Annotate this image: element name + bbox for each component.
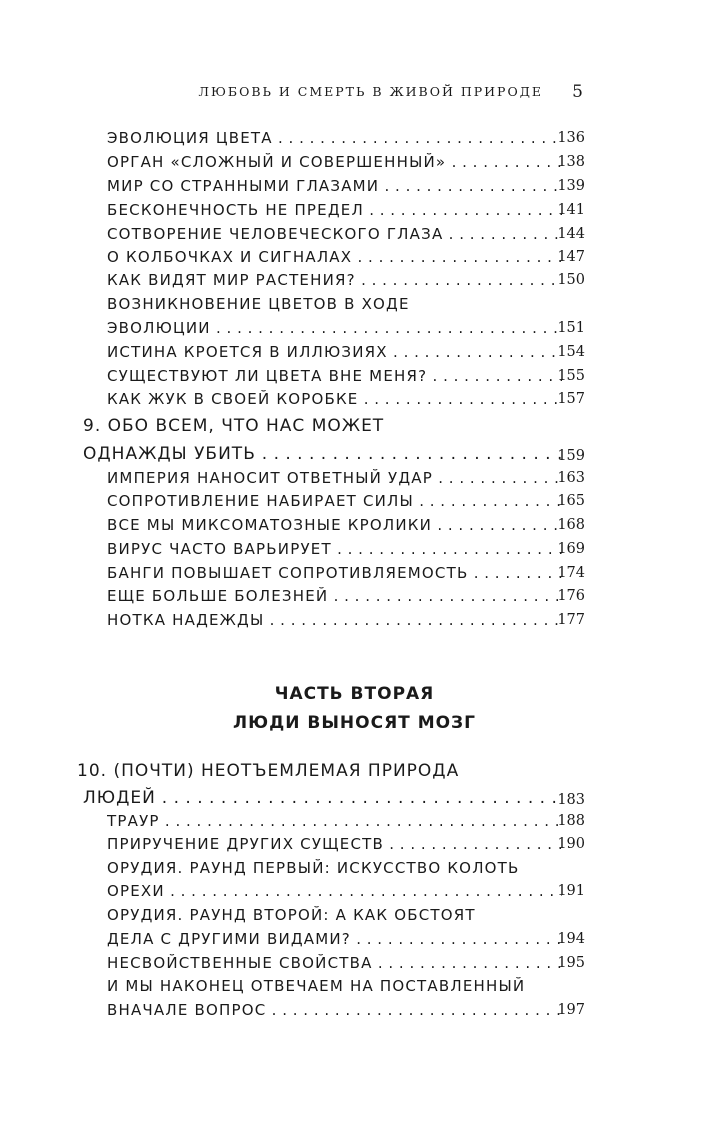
chapter-title-line: ЛЮДЕЙ . . . xyxy=(83,784,564,812)
toc-entry-page: 155 xyxy=(557,368,585,384)
toc-entry[interactable] xyxy=(0,222,709,246)
toc-entry-title: СУЩЕСТВУЮТ ЛИ ЦВЕТА ВНЕ МЕНЯ? . . . xyxy=(107,364,562,388)
chapter-heading[interactable] xyxy=(0,757,709,785)
toc-entry-page: 139 xyxy=(557,178,585,194)
toc-entry[interactable] xyxy=(0,561,709,585)
toc-entry[interactable] xyxy=(0,364,709,388)
toc-entry-title: СОТВОРЕНИЕ ЧЕЛОВЕЧЕСКОГО ГЛАЗА . . . xyxy=(107,222,562,246)
toc-entry-page: 165 xyxy=(557,493,585,509)
toc-entry-page: 197 xyxy=(557,1002,585,1018)
toc-entry[interactable] xyxy=(0,809,709,833)
toc-entry-title: ВНАЧАЛЕ ВОПРОС . . . xyxy=(107,998,562,1022)
toc-entry-title: ИМПЕРИЯ НАНОСИТ ОТВЕТНЫЙ УДАР . . . xyxy=(107,466,562,490)
toc-entry-title: ДЕЛА С ДРУГИМИ ВИДАМИ? . . . xyxy=(107,927,562,951)
toc-entry-title: ЭВОЛЮЦИИ . . . xyxy=(107,316,562,340)
toc-entry-title: ЭВОЛЮЦИЯ ЦВЕТА . . . xyxy=(107,126,562,150)
toc-entry-title: БАНГИ ПОВЫШАЕТ СОПРОТИВЛЯЕМОСТЬ . . . xyxy=(107,561,562,585)
part-title: ЛЮДИ ВЫНОСЯТ МОЗГ xyxy=(233,713,476,733)
toc-entry-page: 168 xyxy=(557,517,585,533)
chapter-heading[interactable] xyxy=(0,440,709,468)
toc-entry-page: 144 xyxy=(557,226,585,242)
toc-entry-title: ВСЕ МЫ МИКСОМАТОЗНЫЕ КРОЛИКИ . . . xyxy=(107,513,562,537)
toc-entry-page: 195 xyxy=(557,955,585,971)
chapter-heading[interactable] xyxy=(0,412,709,440)
toc-entry-title: ТРАУР . . . xyxy=(107,809,562,833)
toc-entry-page: 163 xyxy=(557,470,585,486)
toc-entry[interactable] xyxy=(0,584,709,608)
toc-entry-page: 141 xyxy=(557,202,585,218)
toc-entry[interactable] xyxy=(0,387,709,411)
toc-entry-title: БЕСКОНЕЧНОСТЬ НЕ ПРЕДЕЛ . . . xyxy=(107,198,562,222)
chapter-title-line: 9. ОБО ВСЕМ, ЧТО НАС МОЖЕТ xyxy=(83,416,385,436)
toc-entry[interactable] xyxy=(0,245,709,269)
toc-entry-page: 157 xyxy=(557,391,585,407)
toc-entry-page: 150 xyxy=(557,272,585,288)
chapter-title-line: 10. (ПОЧТИ) НЕОТЪЕМЛЕМАЯ ПРИРОДА xyxy=(77,761,460,781)
chapter-page: 183 xyxy=(557,792,585,808)
toc-entry[interactable] xyxy=(0,832,709,856)
toc-entry[interactable] xyxy=(0,466,709,490)
toc-entry[interactable] xyxy=(0,198,709,222)
toc-entry[interactable] xyxy=(0,340,709,364)
toc-entry-page: 188 xyxy=(557,813,585,829)
toc-entry-title: ВОЗНИКНОВЕНИЕ ЦВЕТОВ В ХОДЕ xyxy=(107,295,410,313)
toc-entry-title: И МЫ НАКОНЕЦ ОТВЕЧАЕМ НА ПОСТАВЛЕННЫЙ xyxy=(107,977,526,995)
toc-entry[interactable] xyxy=(0,903,709,927)
toc-entry[interactable] xyxy=(0,268,709,292)
toc-entry[interactable] xyxy=(0,150,709,174)
toc-entry-page: 190 xyxy=(557,836,585,852)
toc-entry-title: ОРЕХИ . . . xyxy=(107,879,562,903)
toc-entry-title: ОРУДИЯ. РАУНД ВТОРОЙ: А КАК ОБСТОЯТ xyxy=(107,906,476,924)
toc-entry-title: ПРИРУЧЕНИЕ ДРУГИХ СУЩЕСТВ . . . xyxy=(107,832,562,856)
toc-entry-page: 136 xyxy=(557,130,585,146)
toc-entry[interactable] xyxy=(0,292,709,316)
toc-entry-title: МИР СО СТРАННЫМИ ГЛАЗАМИ . . . xyxy=(107,174,562,198)
toc-entry-title: О КОЛБОЧКАХ И СИГНАЛАХ . . . xyxy=(107,245,562,269)
toc-entry[interactable] xyxy=(0,316,709,340)
toc-entry[interactable] xyxy=(0,537,709,561)
toc-entry[interactable] xyxy=(0,927,709,951)
toc-entry-title: ИСТИНА КРОЕТСЯ В ИЛЛЮЗИЯХ . . . xyxy=(107,340,562,364)
part-label: ЧАСТЬ ВТОРАЯ xyxy=(274,684,435,704)
running-title: ЛЮБОВЬ И СМЕРТЬ В ЖИВОЙ ПРИРОДЕ xyxy=(198,84,543,99)
toc-entry-title: ВИРУС ЧАСТО ВАРЬИРУЕТ . . . xyxy=(107,537,562,561)
toc-entry-title: ОРГАН «СЛОЖНЫЙ И СОВЕРШЕННЫЙ» . . . xyxy=(107,150,562,174)
toc-entry-page: 194 xyxy=(557,931,585,947)
toc-entry-page: 174 xyxy=(557,565,585,581)
toc-entry[interactable] xyxy=(0,879,709,903)
toc-entry[interactable] xyxy=(0,856,709,880)
toc-entry-page: 169 xyxy=(557,541,585,557)
toc-entry-page: 177 xyxy=(557,612,585,628)
toc-entry[interactable] xyxy=(0,608,709,632)
toc-entry[interactable] xyxy=(0,513,709,537)
toc-entry[interactable] xyxy=(0,126,709,150)
toc-entry-page: 147 xyxy=(557,249,585,265)
toc-entry-page: 191 xyxy=(557,883,585,899)
toc-entry[interactable] xyxy=(0,951,709,975)
toc-entry[interactable] xyxy=(0,998,709,1022)
toc-entry-title: СОПРОТИВЛЕНИЕ НАБИРАЕТ СИЛЫ . . . xyxy=(107,489,562,513)
toc-entry-page: 151 xyxy=(557,320,585,336)
toc-entry-title: НЕСВОЙСТВЕННЫЕ СВОЙСТВА . . . xyxy=(107,951,562,975)
chapter-page: 159 xyxy=(557,448,585,464)
toc-entry-title: КАК ВИДЯТ МИР РАСТЕНИЯ? . . . xyxy=(107,268,562,292)
toc-entry-page: 176 xyxy=(557,588,585,604)
toc-entry-page: 138 xyxy=(557,154,585,170)
toc-entry-title: НОТКА НАДЕЖДЫ . . . xyxy=(107,608,562,632)
toc-entry-title: КАК ЖУК В СВОЕЙ КОРОБКЕ . . . xyxy=(107,387,562,411)
chapter-heading[interactable] xyxy=(0,784,709,812)
toc-entry[interactable] xyxy=(0,974,709,998)
chapter-title-line: ОДНАЖДЫ УБИТЬ . . . xyxy=(83,440,564,468)
toc-entry-title: ОРУДИЯ. РАУНД ПЕРВЫЙ: ИСКУССТВО КОЛОТЬ xyxy=(107,859,520,877)
page-number: 5 xyxy=(572,82,583,102)
toc-entry-title: ЕЩЕ БОЛЬШЕ БОЛЕЗНЕЙ . . . xyxy=(107,584,562,608)
toc-entry[interactable] xyxy=(0,174,709,198)
toc-entry[interactable] xyxy=(0,489,709,513)
toc-entry-page: 154 xyxy=(557,344,585,360)
